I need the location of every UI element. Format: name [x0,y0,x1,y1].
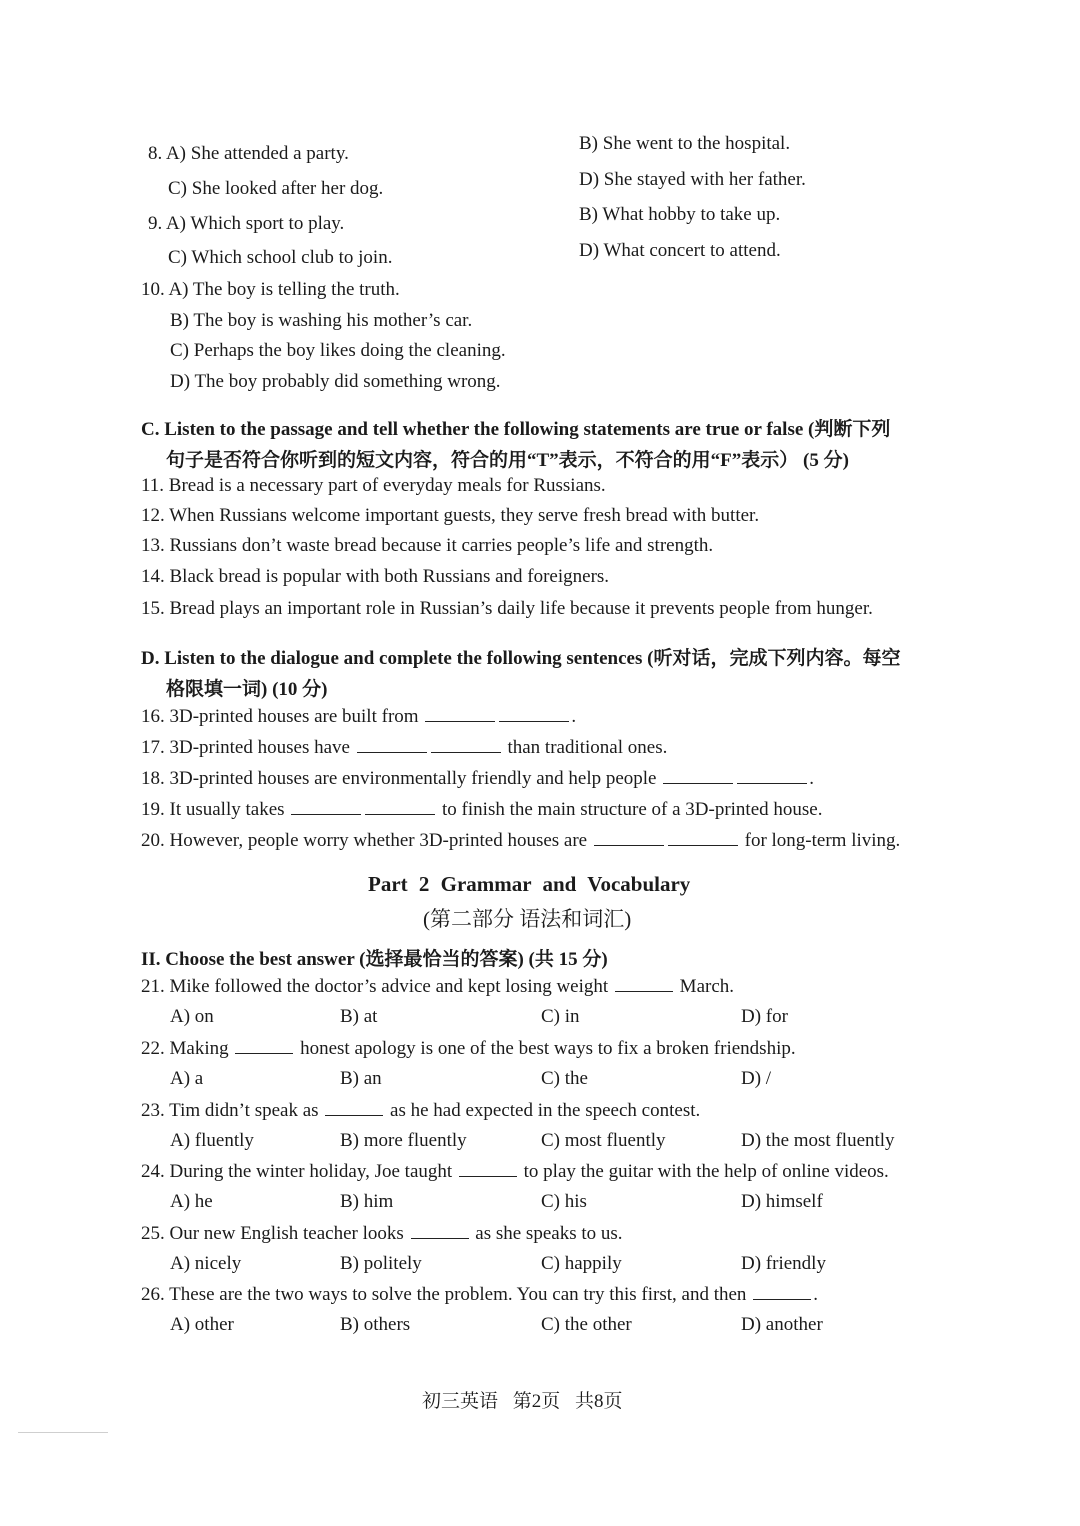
blank-22[interactable] [235,1037,293,1054]
q21-option-a[interactable]: A) on [170,1006,214,1027]
sentence-20-end: for long-term living. [744,830,901,851]
blank-16b[interactable] [499,705,569,722]
sentence-19-end: to finish the main structure of a 3D-printed house. [442,799,823,820]
sentence-17-end: than traditional ones. [507,737,668,758]
sentence-16-end: . [571,706,577,727]
question-25-text: 25. Our new English teacher looks [141,1223,404,1244]
statement-13: 13. Russians don’t waste bread because it carries people’s life and strength. [141,535,714,556]
q26-option-a[interactable]: A) other [170,1314,234,1335]
q21-option-c[interactable]: C) in [541,1006,580,1027]
section-d-heading-line1: D. Listen to the dialogue and complete the following sentences (听对话，完成下列内容。每空 [141,648,901,669]
blank-19b[interactable] [365,798,435,815]
blank-20a[interactable] [594,829,664,846]
q8-option-c: C) She looked after her dog. [168,178,384,199]
q24-option-b[interactable]: B) him [340,1191,394,1212]
statement-14: 14. Black bread is popular with both Russians and foreigners. [141,566,610,587]
question-21 [141,975,734,998]
blank-26[interactable] [753,1283,811,1300]
question-23 [141,1099,700,1122]
q26-option-d[interactable]: D) another [741,1314,823,1335]
q8-option-b: B) She went to the hospital. [579,133,791,154]
q23-option-c[interactable]: C) most fluently [541,1130,666,1151]
statement-11: 11. Bread is a necessary part of everyday meals for Russians. [141,475,606,496]
q23-option-a[interactable]: A) fluently [170,1130,254,1151]
q10-option-b: B) The boy is washing his mother’s car. [170,310,473,331]
blank-17a[interactable] [357,736,427,753]
question-23-end: as he had expected in the speech contest. [390,1100,701,1121]
q22-option-c[interactable]: C) the [541,1068,588,1089]
sentence-19 [141,798,822,821]
q9-option-d: D) What concert to attend. [579,240,781,261]
q22-option-d[interactable]: D) / [741,1068,772,1089]
question-24-end: to play the guitar with the help of online videos. [523,1161,889,1182]
question-21-text: 21. Mike followed the doctor’s advice and kept losing weight [141,976,609,997]
blank-25[interactable] [411,1222,469,1239]
blank-16a[interactable] [425,705,495,722]
q21-option-b[interactable]: B) at [340,1006,378,1027]
q8-option-d: D) She stayed with her father. [579,169,806,190]
q9-option-b: B) What hobby to take up. [579,204,781,225]
q25-option-a[interactable]: A) nicely [170,1253,242,1274]
statement-15: 15. Bread plays an important role in Russian’s daily life because it prevents people from hunger. [141,598,873,619]
page-footer: 初三英语 第2页 共8页 [422,1391,623,1412]
question-26-end: . [813,1284,818,1305]
q22-option-b[interactable]: B) an [340,1068,382,1089]
q26-option-b[interactable]: B) others [340,1314,411,1335]
section-d-heading-line2: 格限填一词) (10 分) [166,679,328,700]
question-21-end: March. [679,976,735,997]
question-22-end: honest apology is one of the best ways to fix a broken friendship. [300,1038,796,1059]
section-c-heading-line1: C. Listen to the passage and tell whether the following statements are true or false (判断下列 [141,419,891,440]
scan-edge-divider [18,1432,108,1433]
q9-option-a: 9. A) Which sport to play. [148,213,345,234]
q23-option-b[interactable]: B) more fluently [340,1130,467,1151]
question-25 [141,1222,623,1245]
section-c-heading-line2: 句子是否符合你听到的短文内容，符合的用“T”表示，不符合的用“F”表示） (5 分) [166,450,849,471]
sentence-16 [141,705,576,728]
q25-option-b[interactable]: B) politely [340,1253,422,1274]
q21-option-d[interactable]: D) for [741,1006,788,1027]
question-26 [141,1283,818,1306]
part2-subtitle: (第二部分 语法和词汇) [423,907,632,931]
q8-option-a: 8. A) She attended a party. [148,143,349,164]
q24-option-c[interactable]: C) his [541,1191,587,1212]
q25-option-c[interactable]: C) happily [541,1253,622,1274]
q24-option-d[interactable]: D) himself [741,1191,823,1212]
sentence-18-end: . [809,768,814,789]
q25-option-d[interactable]: D) friendly [741,1253,826,1274]
question-25-end: as she speaks to us. [475,1223,623,1244]
q10-option-a: 10. A) The boy is telling the truth. [141,279,400,300]
question-24-text: 24. During the winter holiday, Joe taught [141,1161,453,1182]
blank-24[interactable] [459,1160,517,1177]
q24-option-a[interactable]: A) he [170,1191,213,1212]
sentence-19-text: 19. It usually takes [141,799,285,820]
question-23-text: 23. Tim didn’t speak as [141,1100,319,1121]
q23-option-d[interactable]: D) the most fluently [741,1130,895,1151]
sentence-17-text: 17. 3D-printed houses have [141,737,350,758]
blank-19a[interactable] [291,798,361,815]
question-22-text: 22. Making [141,1038,229,1059]
blank-17b[interactable] [431,736,501,753]
sentence-17 [141,736,667,759]
question-26-text: 26. These are the two ways to solve the problem. You can try this first, and then [141,1284,747,1305]
statement-12: 12. When Russians welcome important guests, they serve fresh bread with butter. [141,505,760,526]
sentence-20 [141,829,900,852]
sentence-16-text: 16. 3D-printed houses are built from [141,706,419,727]
q10-option-c: C) Perhaps the boy likes doing the cleaning. [170,340,506,361]
blank-23[interactable] [325,1099,383,1116]
sentence-18-text: 18. 3D-printed houses are environmentally friendly and help people [141,768,657,789]
blank-18a[interactable] [663,767,733,784]
blank-18b[interactable] [737,767,807,784]
blank-20b[interactable] [668,829,738,846]
q9-option-c: C) Which school club to join. [168,247,393,268]
sentence-18 [141,767,814,790]
sentence-20-text: 20. However, people worry whether 3D-printed houses are [141,830,588,851]
q10-option-d: D) The boy probably did something wrong. [170,371,501,392]
section-ii-heading: II. Choose the best answer (选择最恰当的答案) (共 15 分) [141,949,608,970]
part2-title: Part 2 Grammar and Vocabulary [368,872,691,896]
question-22 [141,1037,796,1060]
question-24 [141,1160,889,1183]
q26-option-c[interactable]: C) the other [541,1314,632,1335]
blank-21[interactable] [615,975,673,992]
q22-option-a[interactable]: A) a [170,1068,204,1089]
